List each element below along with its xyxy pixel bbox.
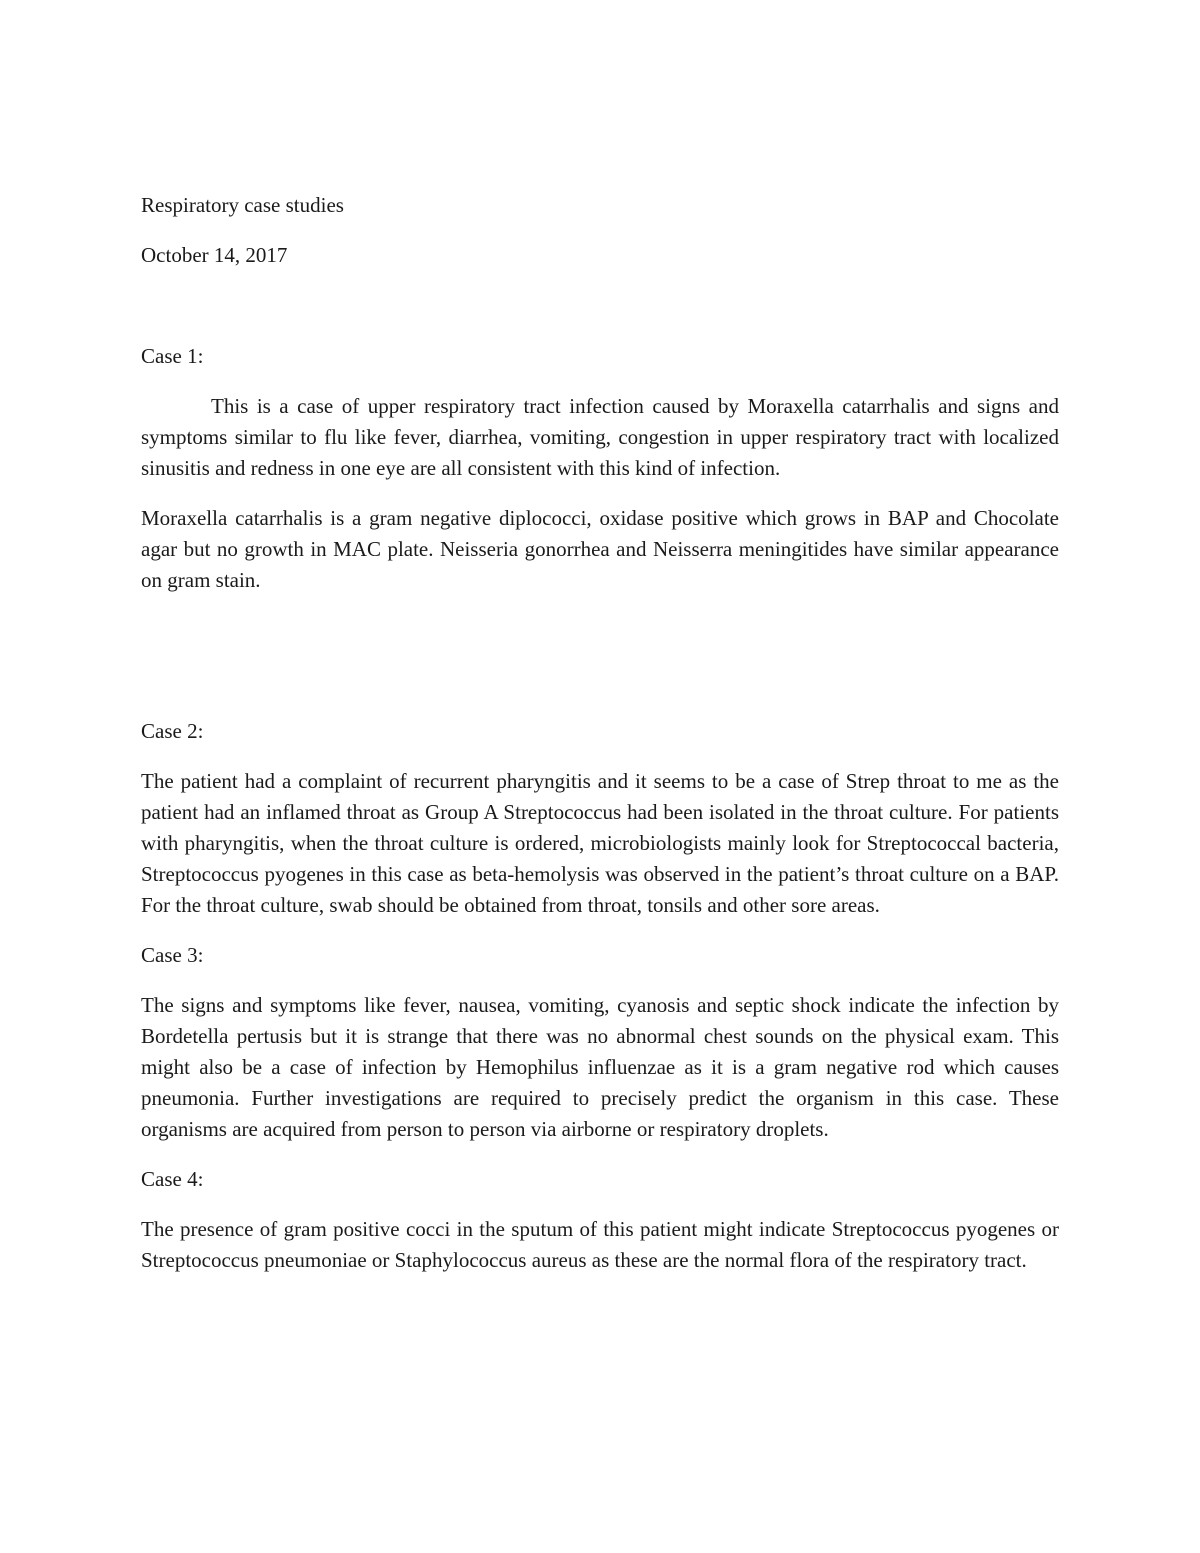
document-title: Respiratory case studies (141, 193, 344, 217)
case-2-paragraph-1: The patient had a complaint of recurrent pharyngitis and it seems to be a case of Strep throat to me as the patient had an inflamed throat as Group A Streptococcus had been isolated in the throat culture. For patients with pharyngitis, when the throat culture is ordered, microbiologists mainly look for Streptococcal bacteria, Streptococcus pyogenes in this case as beta-hemolysis was observed in the patient’s throat culture on a BAP. For the throat culture, swab should be obtained from throat, tonsils and other sore areas. (141, 769, 1059, 917)
case-2-section (141, 716, 1059, 921)
section-spacer (141, 615, 1059, 716)
case-3-paragraph-1: The signs and symptoms like fever, nausea, vomiting, cyanosis and septic shock indicate the infection by Bordetella pertusis but it is strange that there was no abnormal chest sounds on the physical exam. This might also be a case of infection by Hemophilus influenzae as it is a gram negative rod which causes pneumonia. Further investigations are required to precisely predict the organism in this case. These organisms are acquired from person to person via airborne or respiratory droplets. (141, 993, 1059, 1141)
case-3-section (141, 940, 1059, 1145)
case-1-paragraph-1: This is a case of upper respiratory tract infection caused by Moraxella catarrhalis and signs and symptoms similar to flu like fever, diarrhea, vomiting, congestion in upper respiratory tract with localized sinusitis and redness in one eye are all consistent with this kind of infection. (141, 394, 1059, 480)
case-4-heading: Case 4: (141, 1167, 204, 1191)
case-1-paragraph-2: Moraxella catarrhalis is a gram negative diplococci, oxidase positive which grows in BAP and Chocolate agar but no growth in MAC plate. Neisseria gonorrhea and Neisserra meningitides have similar appearance on gram stain. (141, 506, 1059, 592)
case-4-paragraph-1: The presence of gram positive cocci in the sputum of this patient might indicate Streptococcus pyogenes or Streptococcus pneumoniae or Staphylococcus aureus as these are the normal flora of the respiratory tract. (141, 1217, 1059, 1272)
case-1-section (141, 341, 1059, 596)
document-page (141, 190, 1059, 1295)
case-2-heading: Case 2: (141, 719, 204, 743)
case-4-section (141, 1164, 1059, 1276)
case-3-heading: Case 3: (141, 943, 204, 967)
document-date: October 14, 2017 (141, 243, 288, 267)
case-1-heading: Case 1: (141, 344, 204, 368)
